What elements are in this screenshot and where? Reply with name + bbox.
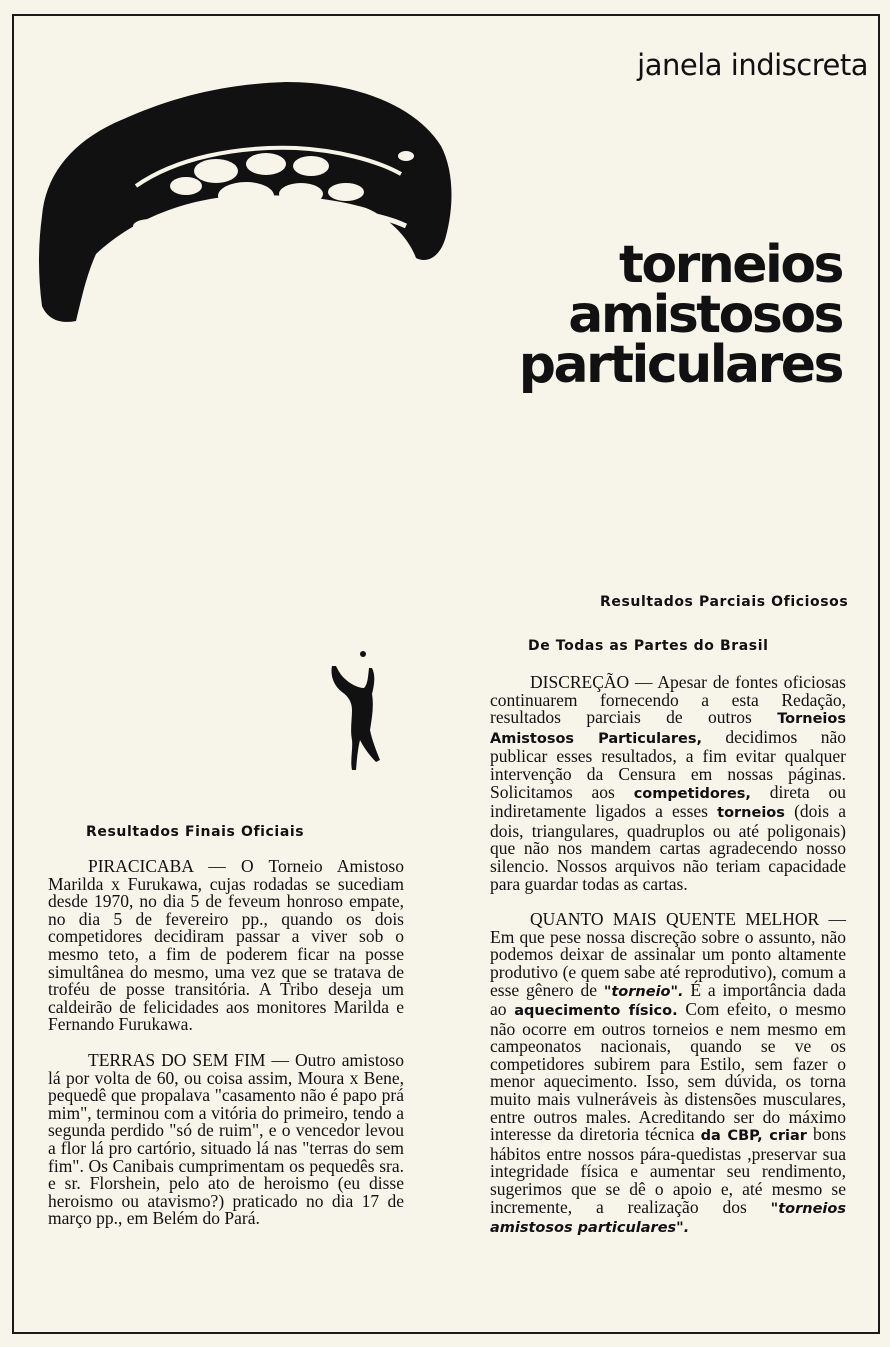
- paragraph-piracicaba: PIRACICABA — O Torneio Amistoso Marilda x Furukawa, cujas rodadas se sucediam desde 1970, no dia 5 de feveum honroso empate, no dia 5 de fevereiro pp., quando os dois competidores decidiram passar a viver sob o mesmo teto, a fim de poderem ficar na posse simultânea do mesmo, uma vez que se tratava de troféu de posse transitória. A Tribo deseja um caldeirão de felicidades aos monitores Marilda e Fernando Furukawa.: [48, 856, 404, 1035]
- paragraph-discrecao: DISCREÇÃO — Apesar de fontes oficiosas continuarem fornecendo a esta Redação, resultados parciais de outros Torneios Amistosos Particulares, decidimos não publicar esses resultados, a fim evitar qualquer intervenção da Censura em nossas páginas. Solicitamos aos competidores, direta ou indiretamente ligados a esses torneios (dois a dois, triangulares, quadruplos ou até poligonais) que não nos mandem cartas agradecendo nosso silencio. Nossos arquivos não teriam capacidade para guardar todas as cartas.: [490, 672, 847, 894]
- parachute-canopy-illustration: [36, 76, 456, 328]
- parachutist-silhouette: [326, 648, 386, 773]
- right-column-body: [490, 674, 846, 1238]
- right-column-heading-1: Resultados Parciais Oficiosos: [600, 594, 849, 610]
- headline-line-2: amistosos: [568, 285, 842, 345]
- left-column-body: [48, 858, 404, 1228]
- paragraph-quanto-mais-quente: QUANTO MAIS QUENTE MELHOR — Em que pese nossa discreção sobre o assunto, não podemos deixar de assinalar um ponto altamente produtivo (e quem sabe até reprodutivo), comum a esse gênero de "torneio". É a importância dada ao aquecimento físico. Com efeito, o mesmo não ocorre em outros torneios e nem mesmo em campeonatos nacionais, quando se ve os competidores subirem para Estilo, sem fazer o menor aquecimento. Isso, sem dúvida, os torna muito mais vulneráveis às distensões musculares, entre outros males. Acreditando ser do máximo interesse da diretoria técnica da CBP, criar bons hábitos entre nossos pára-quedistas ,preservar sua integridade física e aumentar seu rendimento, sugerimos que se dê o apoio e, até mesmo se incremente, a realização dos "torneios amistosos particulares".: [490, 909, 847, 1237]
- article-headline: [518, 235, 842, 395]
- section-title: janela indiscreta: [637, 48, 868, 82]
- headline-line-1: torneios: [618, 235, 842, 295]
- left-column-heading: Resultados Finais Oficiais: [86, 824, 305, 840]
- right-column-heading-2: De Todas as Partes do Brasil: [528, 638, 769, 654]
- paragraph-terras-do-sem-fim: TERRAS DO SEM FIM — Outro amistoso lá por volta de 60, ou coisa assim, Moura x Bene, pequedê que propalava "casamento não é papo prá mim", terminou com a vitória do primeiro, tendo a segunda perdido "só de ruim", e o vencedor levou a flor lá pro cartório, situado lá nas "terras do sem fim". Os Canibais cumprimentam os pequedês sra. e sr. Florshein, pelo ato de heroismo (eu disse heroismo ou atavismo?) praticado no dia 17 de março pp., em Belém do Pará.: [48, 1049, 404, 1229]
- headline-line-3: particulares: [518, 335, 842, 395]
